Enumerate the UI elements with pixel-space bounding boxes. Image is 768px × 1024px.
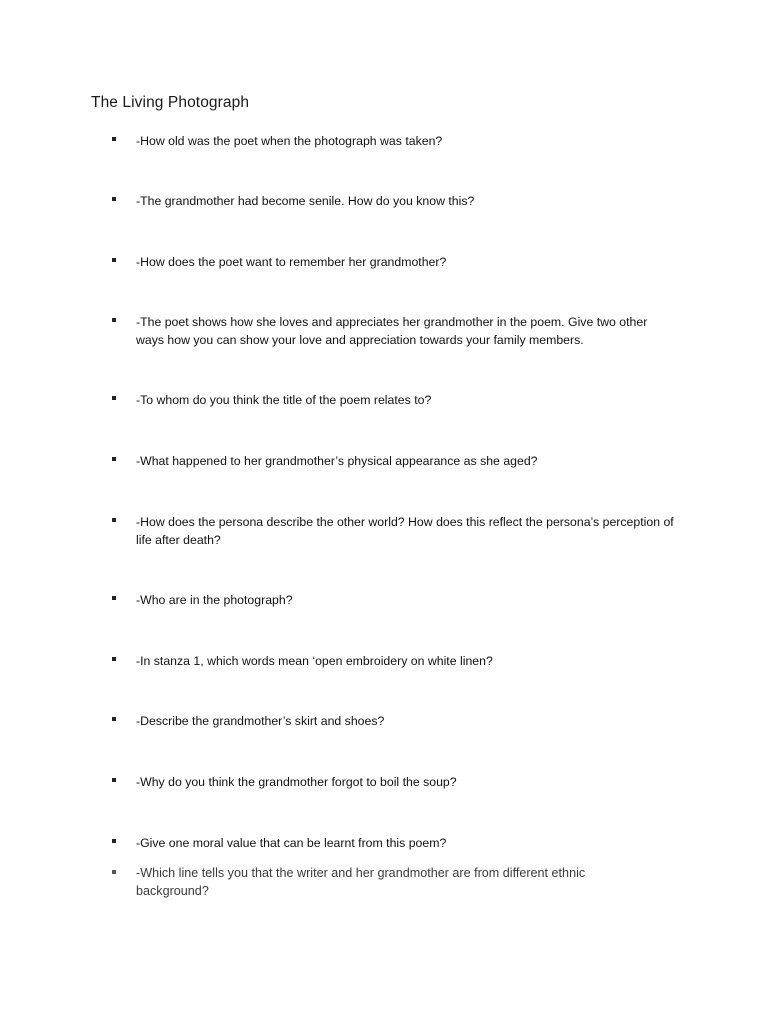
square-bullet-icon bbox=[112, 839, 116, 843]
question-text: -The grandmother had become senile. How do you know this? bbox=[136, 194, 475, 208]
question-text: -Why do you think the grandmother forgot to boil the soup? bbox=[136, 775, 457, 789]
square-bullet-icon bbox=[112, 717, 116, 721]
question-text: -Who are in the photograph? bbox=[136, 593, 293, 607]
question-text: -Give one moral value that can be learnt from this poem? bbox=[136, 836, 447, 850]
square-bullet-icon bbox=[112, 197, 116, 201]
square-bullet-icon bbox=[112, 137, 116, 141]
question-text: -Describe the grandmother’s skirt and shoes? bbox=[136, 714, 385, 728]
question-text: -How does the poet want to remember her grandmother? bbox=[136, 255, 447, 269]
square-bullet-icon bbox=[112, 518, 116, 522]
square-bullet-icon bbox=[112, 596, 116, 600]
square-bullet-icon bbox=[112, 870, 116, 874]
question-text: -The poet shows how she loves and appreciates her grandmother in the poem. Give two other ways how you can show your love and appreciation towards your family members. bbox=[136, 315, 648, 347]
question-text: -To whom do you think the title of the poem relates to? bbox=[136, 393, 432, 407]
question-text: -How does the persona describe the other world? How does this reflect the persona’s perception of life after death? bbox=[136, 515, 674, 547]
square-bullet-icon bbox=[112, 457, 116, 461]
question-text: -What happened to her grandmother’s physical appearance as she aged? bbox=[136, 454, 538, 468]
square-bullet-icon bbox=[112, 657, 116, 661]
question-text: -How old was the poet when the photograph was taken? bbox=[136, 134, 443, 148]
square-bullet-icon bbox=[112, 778, 116, 782]
square-bullet-icon bbox=[112, 258, 116, 262]
square-bullet-icon bbox=[112, 396, 116, 400]
page-title: The Living Photograph bbox=[91, 94, 250, 111]
question-text: -In stanza 1, which words mean ‘open embroidery on white linen? bbox=[136, 654, 493, 668]
question-text: -Which line tells you that the writer and her grandmother are from different ethnic background? bbox=[136, 866, 586, 898]
square-bullet-icon bbox=[112, 318, 116, 322]
